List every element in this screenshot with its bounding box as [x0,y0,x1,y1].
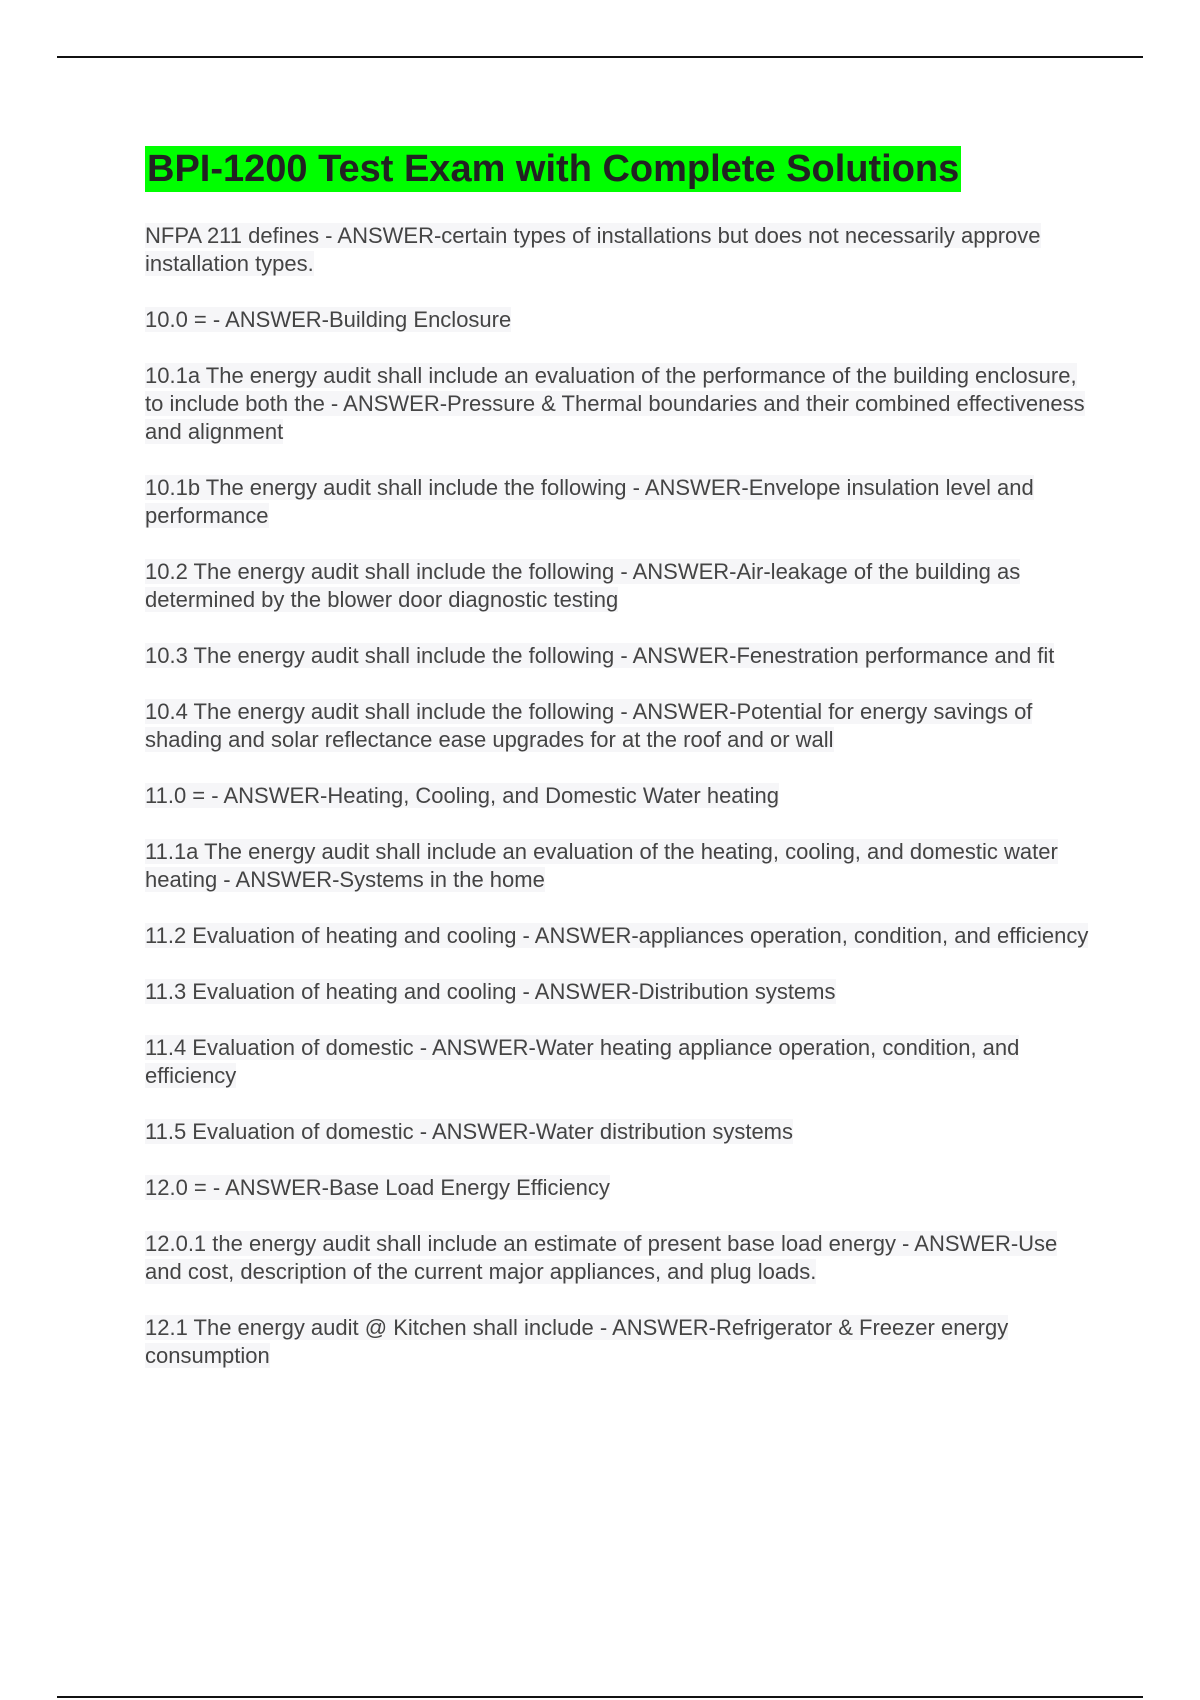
qa-text: 10.2 The energy audit shall include the following - ANSWER-Air-leakage of the building as determined by the blower door diagnostic testing [145,559,1021,612]
qa-item [145,782,1095,810]
bottom-divider [57,1696,1143,1698]
qa-item [145,474,1095,530]
qa-text: 11.4 Evaluation of domestic - ANSWER-Water heating appliance operation, condition, and efficiency [145,1035,1020,1088]
qa-text: 10.0 = - ANSWER-Building Enclosure [145,307,512,332]
qa-item [145,698,1095,754]
qa-item [145,1230,1095,1286]
qa-text: 10.1b The energy audit shall include the following - ANSWER-Envelope insulation level and performance [145,475,1034,528]
qa-text: 11.2 Evaluation of heating and cooling - ANSWER-appliances operation, condition, and efficiency [145,923,1089,948]
qa-item [145,558,1095,614]
qa-item [145,222,1095,278]
qa-text: 12.1 The energy audit @ Kitchen shall include - ANSWER-Refrigerator & Freezer energy consumption [145,1315,1009,1368]
qa-item [145,642,1095,670]
qa-text: 11.3 Evaluation of heating and cooling - ANSWER-Distribution systems [145,979,836,1004]
qa-item [145,1118,1095,1146]
qa-text: 11.5 Evaluation of domestic - ANSWER-Water distribution systems [145,1119,794,1144]
qa-item [145,1314,1095,1370]
top-divider [57,56,1143,58]
qa-text: 10.4 The energy audit shall include the following - ANSWER-Potential for energy savings of shading and solar reflectance ease upgrades for at the roof and or wall [145,699,1033,752]
qa-list [145,222,1095,1370]
qa-text: NFPA 211 defines - ANSWER-certain types of installations but does not necessarily approve installation types. [145,223,1041,276]
qa-text: 11.1a The energy audit shall include an evaluation of the heating, cooling, and domestic water heating - ANSWER-Systems in the home [145,839,1058,892]
qa-item [145,922,1095,950]
document-body [145,146,1095,1398]
qa-item [145,362,1095,446]
qa-item [145,306,1095,334]
qa-item [145,1174,1095,1202]
qa-text: 10.1a The energy audit shall include an evaluation of the performance of the building enclosure, to include both the - ANSWER-Pressure & Thermal boundaries and their combined effectiveness and alignment [145,363,1085,444]
qa-text: 11.0 = - ANSWER-Heating, Cooling, and Domestic Water heating [145,783,780,808]
qa-text: 12.0.1 the energy audit shall include an estimate of present base load energy - ANSWER-Use and cost, description of the current major appliances, and plug loads. [145,1231,1058,1284]
qa-item [145,1034,1095,1090]
qa-item [145,978,1095,1006]
document-title: BPI-1200 Test Exam with Complete Solutions [147,148,960,190]
qa-item [145,838,1095,894]
qa-text: 10.3 The energy audit shall include the following - ANSWER-Fenestration performance and fit [145,643,1055,668]
qa-text: 12.0 = - ANSWER-Base Load Energy Efficiency [145,1175,610,1200]
